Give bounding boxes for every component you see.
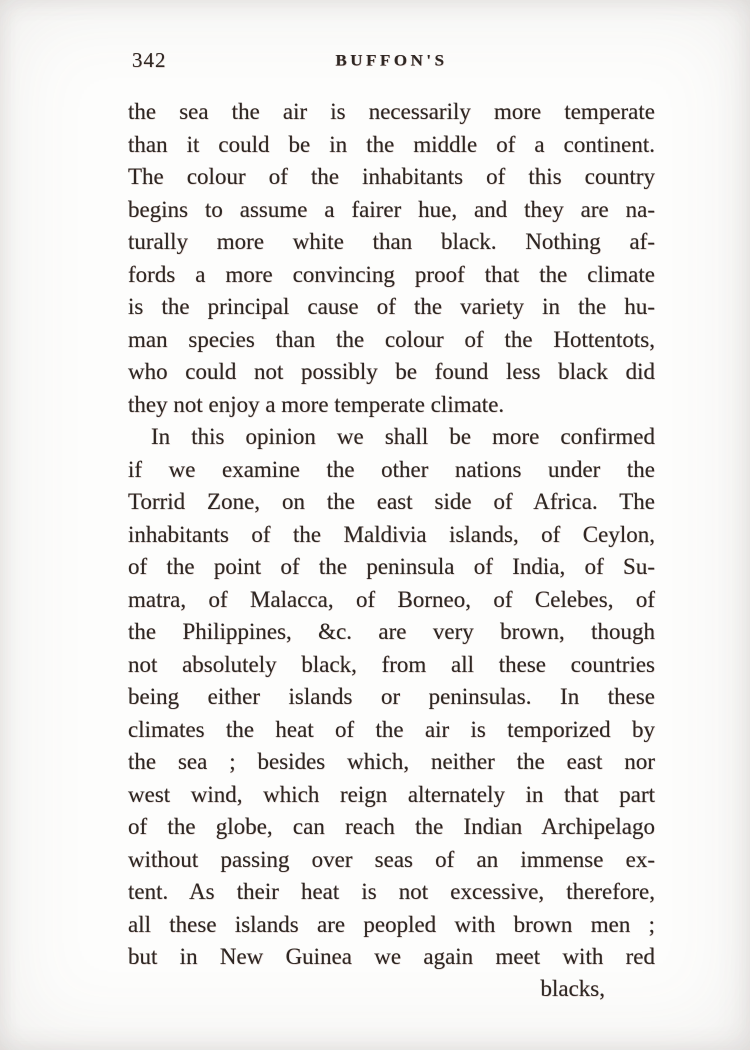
text-line: the sea the air is necessarily more temperate [128,99,655,124]
text-line: inhabitants of the Maldivia islands, of Ceylon, [128,521,655,547]
text-line: who could not possibly be found less black did [128,359,655,384]
text-line: climates the heat of the air is temporized by [128,716,655,742]
text-line: is the principal cause of the variety in the hu- [128,294,655,319]
text-line: man species than the colour of the Hottentots, [128,326,655,352]
text-line: turally more white than black. Nothing af- [128,229,655,254]
body-text [128,96,655,974]
text-line: but in New Guinea we again meet with red [128,944,655,969]
text-line: begins to assume a fairer hue, and they are na- [128,196,655,222]
text-line: if we examine the other nations under the [128,456,655,482]
text-line: they not enjoy a more temperate climate. [128,391,505,417]
text-line: west wind, which reign alternately in that part [128,781,655,807]
text-line: than it could be in the middle of a continent. [128,131,655,157]
text-line: the Philippines, &c. are very brown, though [128,619,655,644]
catchword-row [128,973,655,1006]
text-line: Torrid Zone, on the east side of Africa. The [128,489,655,514]
running-header: BUFFON'S [335,51,448,70]
text-line: fords a more convincing proof that the climate [128,261,655,287]
text-line: matra, of Malacca, of Borneo, of Celebes, of [128,586,655,612]
text-line: of the globe, can reach the Indian Archipelago [128,814,655,839]
page-header [128,46,655,76]
text-line: The colour of the inhabitants of this country [128,164,655,189]
text-line: not absolutely black, from all these countries [128,651,655,677]
text-line: the sea ; besides which, neither the east nor [128,749,655,774]
text-line: being either islands or peninsulas. In these [128,684,655,709]
page-number: 342 [132,48,167,72]
text-line: without passing over seas of an immense ex- [128,846,655,872]
text-line: In this opinion we shall be more confirmed [151,424,655,449]
text-line: tent. As their heat is not excessive, therefore, [128,879,655,904]
text-line: all these islands are peopled with brown men ; [128,911,655,937]
text-line: of the point of the peninsula of India, of Su- [128,554,655,579]
catchword: blacks, [540,976,605,1001]
